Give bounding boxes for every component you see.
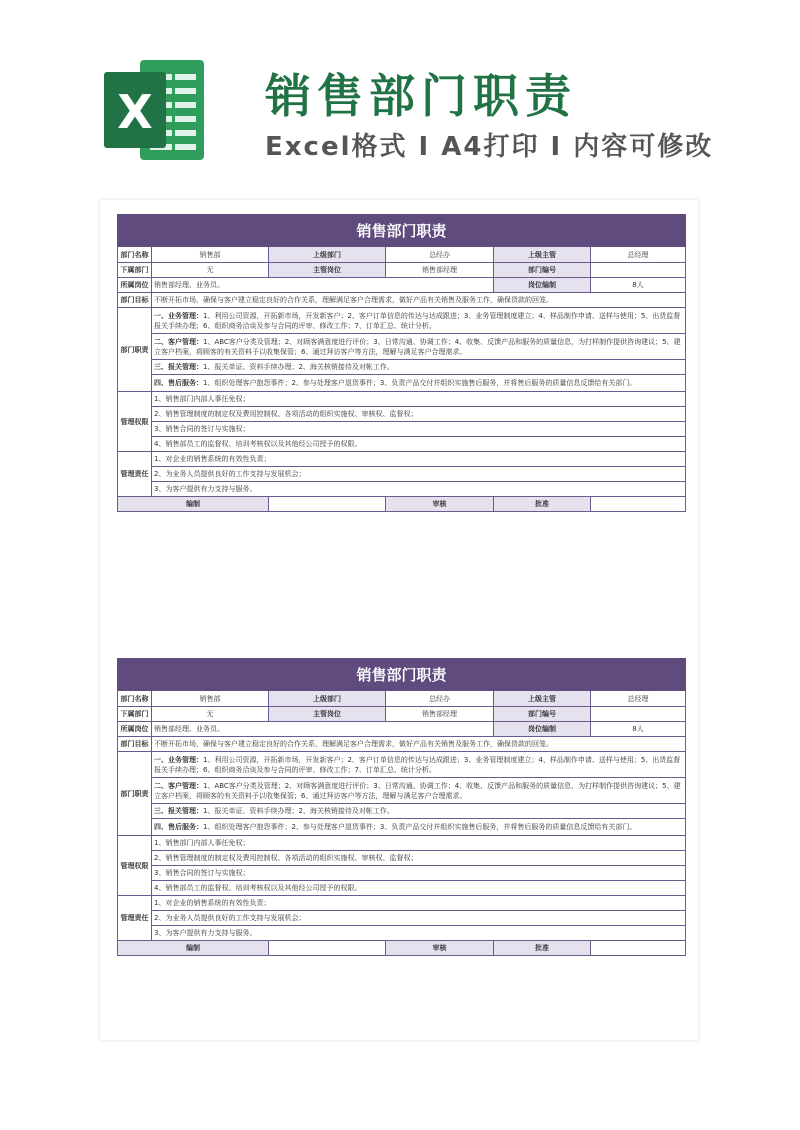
approved-label: 批准 [494, 497, 591, 512]
prepared-value[interactable] [269, 941, 386, 956]
duty-table [117, 214, 686, 512]
authority-label: 管理权限 [118, 392, 152, 452]
reviewed-label: 审核 [386, 497, 494, 512]
responsibility-item[interactable]: 1、对企业的销售系统的有效性负责； [152, 896, 686, 911]
approved-value[interactable] [591, 497, 686, 512]
dept-name-label: 部门名称 [118, 691, 152, 707]
head-position-value[interactable]: 销售部经理 [386, 707, 494, 722]
reviewed-label: 审核 [386, 941, 494, 956]
sheet-caption: 销售部门职责 [118, 215, 686, 247]
subordinate-label: 下属部门 [118, 263, 152, 278]
svg-text:X: X [117, 85, 153, 139]
staffing-value[interactable]: 8人 [591, 278, 686, 293]
dept-name-label: 部门名称 [118, 247, 152, 263]
superior-head-label: 上级主管 [494, 247, 591, 263]
positions-value[interactable]: 销售部经理、业务员。 [152, 278, 494, 293]
sheet-caption: 销售部门职责 [118, 659, 686, 691]
positions-value[interactable]: 销售部经理、业务员。 [152, 722, 494, 737]
duty-item[interactable]: 三、报关管理：1、报关单证、资料手续办理；2、海关核销接待及对帐工作。 [152, 804, 686, 819]
duties-label: 部门职责 [118, 752, 152, 836]
responsibility-item[interactable]: 3、为客户提供有力支持与服务。 [152, 482, 686, 497]
responsibility-label: 管理责任 [118, 452, 152, 497]
dept-code-label: 部门编号 [494, 707, 591, 722]
subordinate-value[interactable]: 无 [152, 707, 269, 722]
superior-head-value[interactable]: 总经理 [591, 691, 686, 707]
duties-label: 部门职责 [118, 308, 152, 392]
authority-label: 管理权限 [118, 836, 152, 896]
duty-item[interactable]: 三、报关管理：1、报关单证、资料手续办理；2、海关核销接待及对帐工作。 [152, 360, 686, 375]
duty-item[interactable]: 二、客户管理：1、ABC客户分类及管理；2、对顾客满意度进行评价；3、日常沟通、协调工作；4、收集、反馈产品和服务的质量信息，为打样制作提供咨询建议；5、建立客户档案，将顾客的有关资料予以收集保管；6、通过拜访客户等方法，理解与满足客户合理需求。 [152, 778, 686, 804]
superior-dept-value[interactable]: 总经办 [386, 247, 494, 263]
positions-label: 所属岗位 [118, 722, 152, 737]
responsibility-label: 管理责任 [118, 896, 152, 941]
authority-item[interactable]: 3、销售合同的签订与实施权； [152, 866, 686, 881]
responsibility-item[interactable]: 3、为客户提供有力支持与服务。 [152, 926, 686, 941]
duty-item[interactable]: 一、业务管理：1、利用公司资源，开拓新市场，开发新客户；2、客户订单信息的传达与达成跟进；3、业务管理制度建立；4、样品制作申请、送样与使用；5、出货监督报关手续办理；6、组织商务洽谈及参与合同的评审、修改工作；7、订单汇总、统计分析。 [152, 752, 686, 778]
staffing-label: 岗位编制 [494, 278, 591, 293]
responsibility-item[interactable]: 2、为业务人员提供良好的工作支持与发展机会； [152, 467, 686, 482]
head-position-label: 主管岗位 [269, 263, 386, 278]
authority-item[interactable]: 2、销售管理制度的制定权及费用控制权、各项活动的组织实施权、审核权、监督权； [152, 851, 686, 866]
approved-label: 批准 [494, 941, 591, 956]
dept-name-value[interactable]: 销售部 [152, 691, 269, 707]
dept-code-value[interactable] [591, 707, 686, 722]
superior-dept-label: 上级部门 [269, 247, 386, 263]
subordinate-label: 下属部门 [118, 707, 152, 722]
authority-item[interactable]: 3、销售合同的签订与实施权； [152, 422, 686, 437]
approved-value[interactable] [591, 941, 686, 956]
goal-label: 部门目标 [118, 737, 152, 752]
responsibility-item[interactable]: 1、对企业的销售系统的有效性负责； [152, 452, 686, 467]
superior-head-value[interactable]: 总经理 [591, 247, 686, 263]
authority-item[interactable]: 4、销售部员工的监督权、培训考核权以及其他经公司授予的权限。 [152, 881, 686, 896]
goal-value[interactable]: 不断开拓市场，确保与客户建立稳定良好的合作关系，理解满足客户合理需求，做好产品有关销售及服务工作，确保货款的回笼。 [152, 293, 686, 308]
prepared-value[interactable] [269, 497, 386, 512]
authority-item[interactable]: 1、销售部门内部人事任免权； [152, 392, 686, 407]
dept-code-value[interactable] [591, 263, 686, 278]
superior-head-label: 上级主管 [494, 691, 591, 707]
page-subtitle: Excel格式 I A4打印 I 内容可修改 [265, 132, 714, 162]
subordinate-value[interactable]: 无 [152, 263, 269, 278]
goal-label: 部门目标 [118, 293, 152, 308]
dept-name-value[interactable]: 销售部 [152, 247, 269, 263]
page-title: 销售部门职责 [265, 69, 577, 123]
duty-table [117, 658, 686, 956]
duty-sheet-1 [117, 214, 685, 512]
staffing-value[interactable]: 8人 [591, 722, 686, 737]
goal-value[interactable]: 不断开拓市场，确保与客户建立稳定良好的合作关系，理解满足客户合理需求，做好产品有关销售及服务工作，确保货款的回笼。 [152, 737, 686, 752]
dept-code-label: 部门编号 [494, 263, 591, 278]
head-position-label: 主管岗位 [269, 707, 386, 722]
duty-sheet-2 [117, 658, 685, 956]
page-header [0, 0, 800, 190]
excel-logo-icon [102, 56, 208, 164]
prepared-label: 编制 [118, 941, 269, 956]
positions-label: 所属岗位 [118, 278, 152, 293]
duty-item[interactable]: 四、售后服务：1、组织处理客户抱怨事件；2、参与处理客户退货事件；3、负责产品交付并组织实施售后服务，并将售后服务的质量信息反馈给有关部门。 [152, 375, 686, 392]
authority-item[interactable]: 1、销售部门内部人事任免权； [152, 836, 686, 851]
duty-item[interactable]: 四、售后服务：1、组织处理客户抱怨事件；2、参与处理客户退货事件；3、负责产品交付并组织实施售后服务，并将售后服务的质量信息反馈给有关部门。 [152, 819, 686, 836]
authority-item[interactable]: 4、销售部员工的监督权、培训考核权以及其他经公司授予的权限。 [152, 437, 686, 452]
duty-item[interactable]: 一、业务管理：1、利用公司资源，开拓新市场，开发新客户；2、客户订单信息的传达与达成跟进；3、业务管理制度建立；4、样品制作申请、送样与使用；5、出货监督报关手续办理；6、组织商务洽谈及参与合同的评审、修改工作；7、订单汇总、统计分析。 [152, 308, 686, 334]
authority-item[interactable]: 2、销售管理制度的制定权及费用控制权、各项活动的组织实施权、审核权、监督权； [152, 407, 686, 422]
prepared-label: 编制 [118, 497, 269, 512]
head-position-value[interactable]: 销售部经理 [386, 263, 494, 278]
superior-dept-value[interactable]: 总经办 [386, 691, 494, 707]
responsibility-item[interactable]: 2、为业务人员提供良好的工作支持与发展机会； [152, 911, 686, 926]
superior-dept-label: 上级部门 [269, 691, 386, 707]
duty-item[interactable]: 二、客户管理：1、ABC客户分类及管理；2、对顾客满意度进行评价；3、日常沟通、协调工作；4、收集、反馈产品和服务的质量信息，为打样制作提供咨询建议；5、建立客户档案，将顾客的有关资料予以收集保管；6、通过拜访客户等方法，理解与满足客户合理需求。 [152, 334, 686, 360]
staffing-label: 岗位编制 [494, 722, 591, 737]
